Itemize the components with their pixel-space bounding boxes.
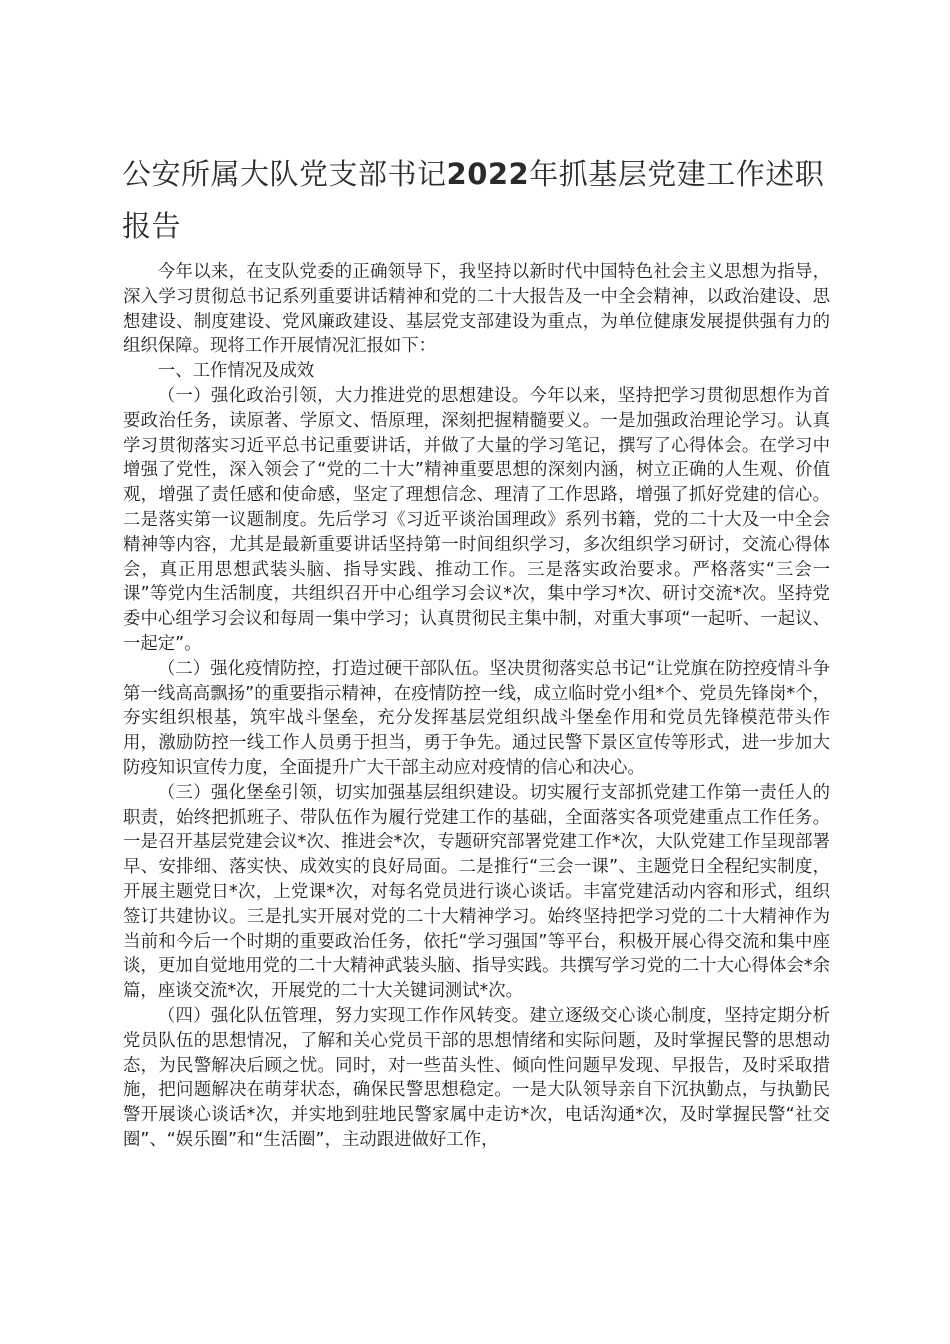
title-text-before: 公安所属大队党支部书记 — [122, 157, 447, 191]
section-heading: 一、工作情况及成效 — [157, 361, 315, 382]
title-year: 2022 — [446, 157, 530, 191]
intro-paragraph: 今年以来，在支队党委的正确领导下，我坚持以新时代中国特色社会主义思想为指导，深入学习贯彻总书记系列重要讲话精神和党的二十大报告及一中全会精神，以政治建设、思想建设、制度建设、党风廉政建设、基层党支部建设为重点，为单位健康发展提供强有力的组织保障。现将工作开展情况汇报如下： — [123, 262, 830, 357]
document-title — [122, 148, 832, 252]
paragraph-political-guidance: （一）强化政治引领，大力推进党的思想建设。今年以来，坚持把学习贯彻思想作为首要政治任务，读原著、学原文、悟原理，深刻把握精髓要义。一是加强政治理论学习。认真学习贯彻落实习近平总书记重要讲话，并做了大量的学习笔记，撰写了心得体会。在学习中增强了党性，深入领会了“党的二十大”精神重要思想的深刻内涵，树立正确的人生观、价值观，增强了责任感和使命感，坚定了理想信念、理清了工作思路，增强了抓好党建的信心。二是落实第一议题制度。先后学习《习近平谈治国理政》系列书籍，党的二十大及一中全会精神等内容，尤其是最新重要讲话坚持第一时间组织学习，多次组织学习研讨，交流心得体会，真正用思想武装头脑、指导实践、推动工作。三是落实政治要求。严格落实“三会一课”等党内生活制度，共组织召开中心组学习会议*次，集中学习*次、研讨交流*次。坚持党委中心组学习会议和每周一集中学习；认真贯彻民主集中制，对重大事项“一起听、一起议、一起定”。 — [123, 385, 830, 654]
document-body — [123, 260, 830, 1153]
title-text-after: 年抓基层党建工作述职报告 — [122, 157, 825, 243]
paragraph-team-management: （四）强化队伍管理，努力实现工作作风转变。建立逐级交心谈心制度，坚持定期分析党员队伍的思想情况，了解和关心党员干部的思想情绪和实际问题，及时掌握民警的思想动态，为民警解决后顾之忧。同时，对一些苗头性、倾向性问题早发现、早报告，及时采取措施，把问题解决在萌芽状态，确保民警思想稳定。一是大队领导亲自下沉执勤点，与执勤民警开展谈心谈话*次，并实地到驻地民警家属中走访*次，电话沟通*次，及时掌握民警“社交圈”、“娱乐圈”和“生活圈”，主动跟进做好工作， — [123, 1005, 830, 1150]
paragraph-grassroots-organization: （三）强化堡垒引领，切实加强基层组织建设。切实履行支部抓党建工作第一责任人的职责，始终把抓班子、带队伍作为履行党建工作的基础，全面落实各项党建重点工作任务。一是召开基层党建会议*次、推进会*次，专题研究部署党建工作*次，大队党建工作呈现部署早、安排细、落实快、成效实的良好局面。二是推行“三会一课”、主题党日全程纪实制度，开展主题党日*次，上党课*次，对每名党员进行谈心谈话。丰富党建活动内容和形式，组织签订共建协议。三是扎实开展对党的二十大精神学习。始终坚持把学习党的二十大精神作为当前和今后一个时期的重要政治任务，依托“学习强国”等平台，积极开展心得交流和集中座谈，更加自觉地用党的二十大精神武装头脑、指导实践。共撰写学习党的二十大心得体会*余篇，座谈交流*次，开展党的二十大关键词测试*次。 — [123, 782, 830, 1002]
paragraph-epidemic-prevention: （二）强化疫情防控，打造过硬干部队伍。坚决贯彻落实总书记“让党旗在防控疫情斗争第一线高高飘扬”的重要指示精神，在疫情防控一线，成立临时党小组*个、党员先锋岗*个，夯实组织根基，筑牢战斗堡垒，充分发挥基层党组织战斗堡垒作用和党员先锋模范带头作用，激励防控一线工作人员勇于担当，勇于争先。通过民警下景区宣传等形式，进一步加大防疫知识宣传力度，全面提升广大干部主动应对疫情的信心和决心。 — [123, 658, 830, 778]
